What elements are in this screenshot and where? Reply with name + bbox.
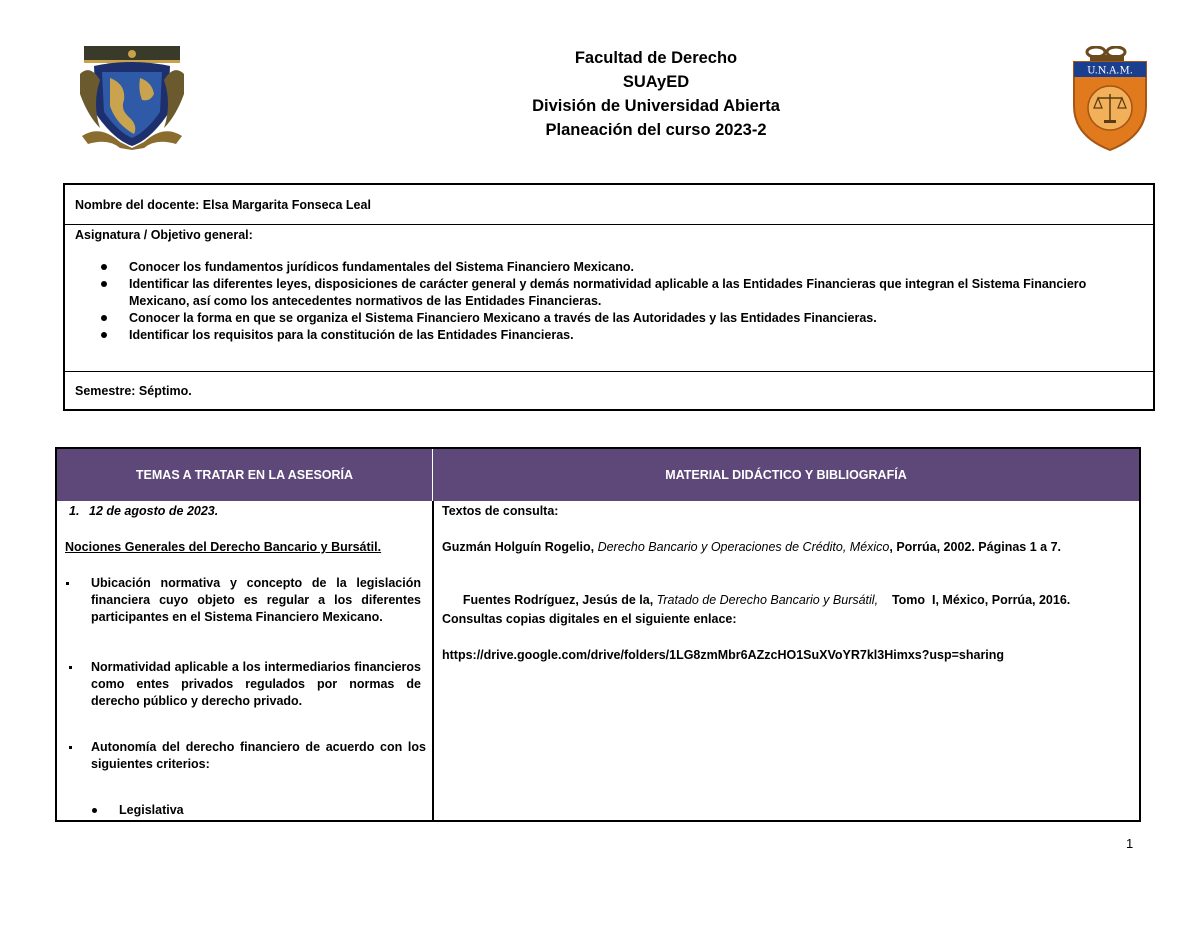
objective-item: Identificar las diferentes leyes, disposiciones de carácter general y demás normatividad aplicable a las Entidades Financieras que integran el Sistema Financiero Mexicano, así como los antecedentes normativos de las Entidades Financieras. [101, 276, 1113, 310]
course-info-table [63, 183, 1155, 411]
objectives-list [101, 259, 1113, 344]
ref1-author: Guzmán Holguín Rogelio, [442, 540, 598, 554]
topic-item: Normatividad aplicable a los intermediarios financieros como entes privados regulados por normas de derecho público y derecho privado. [91, 660, 421, 708]
reference-1 [442, 539, 1061, 556]
document-header [450, 46, 862, 142]
bullet-icon [69, 666, 72, 669]
session-number: 1. [69, 504, 80, 518]
topics-table [55, 447, 1141, 822]
drive-link[interactable]: https://drive.google.com/drive/folders/1LG8zmMbr6AZzcHO1SuXVoYR7kl3Himxs?usp=sharing [442, 648, 1005, 662]
subtopic-item: Legislativa [119, 803, 184, 817]
objective-item: Identificar los requisitos para la constitución de las Entidades Financieras. [101, 327, 1113, 344]
header-division: División de Universidad Abierta [532, 97, 780, 115]
semester-label: Semestre: Séptimo. [75, 384, 192, 398]
bullet-icon [66, 582, 69, 585]
ref1-title: Derecho Bancario y Operaciones de Crédito, México [597, 540, 890, 554]
header-program: SUAyED [622, 73, 690, 91]
unam-escudo-icon [80, 44, 184, 150]
col-header-materials: MATERIAL DIDÁCTICO Y BIBLIOGRAFÍA [433, 449, 1139, 501]
topics-cell [57, 501, 432, 820]
bullet-icon [92, 808, 97, 813]
shield-text: U.N.A.M. [1087, 65, 1133, 77]
materials-cell [434, 501, 1139, 820]
ref2-author: Fuentes Rodríguez, Jesús de la, [462, 593, 657, 607]
col-header-topics: TEMAS A TRATAR EN LA ASESORÍA [57, 449, 433, 501]
objectives-row [65, 225, 1153, 372]
topic-item: Ubicación normativa y concepto de la legislación financiera cuyo objeto es regular a los diferentes participantes en el Sistema Financiero Mexicano. [91, 576, 421, 624]
semester-row [65, 372, 1153, 409]
bullet-icon [69, 746, 72, 749]
ref1-rest: , Porrúa, 2002. Páginas 1 a 7. [889, 540, 1061, 554]
objective-item: Conocer los fundamentos jurídicos fundamentales del Sistema Financiero Mexicano. [101, 259, 1113, 276]
objective-item: Conocer la forma en que se organiza el Sistema Financiero Mexicano a través de las Autoridades y las Entidades Financieras. [101, 310, 1113, 327]
subject-label: Asignatura / Objetivo general: [75, 228, 253, 242]
teacher-name: Nombre del docente: Elsa Margarita Fonseca Leal [75, 198, 371, 212]
ref2-rest: Tomo I, México, Porrúa, 2016. [878, 593, 1071, 607]
header-faculty: Facultad de Derecho [574, 49, 738, 67]
session-date: 12 de agosto de 2023. [89, 504, 219, 518]
texts-label: Textos de consulta: [442, 504, 559, 518]
ref2-title: Tratado de Derecho Bancario y Bursátil, [656, 593, 879, 607]
teacher-row [65, 185, 1153, 225]
topic-item: Autonomía del derecho financiero de acuerdo con los siguientes criterios: [91, 740, 426, 771]
facultad-derecho-escudo-icon [1070, 46, 1150, 152]
section-title: Nociones Generales del Derecho Bancario y Bursátil. [65, 540, 382, 554]
page-number: 1 [1126, 836, 1134, 851]
header-course-plan: Planeación del curso 2023-2 [545, 121, 767, 139]
digital-copies-label: Consultas copias digitales en el siguiente enlace: [442, 612, 737, 626]
